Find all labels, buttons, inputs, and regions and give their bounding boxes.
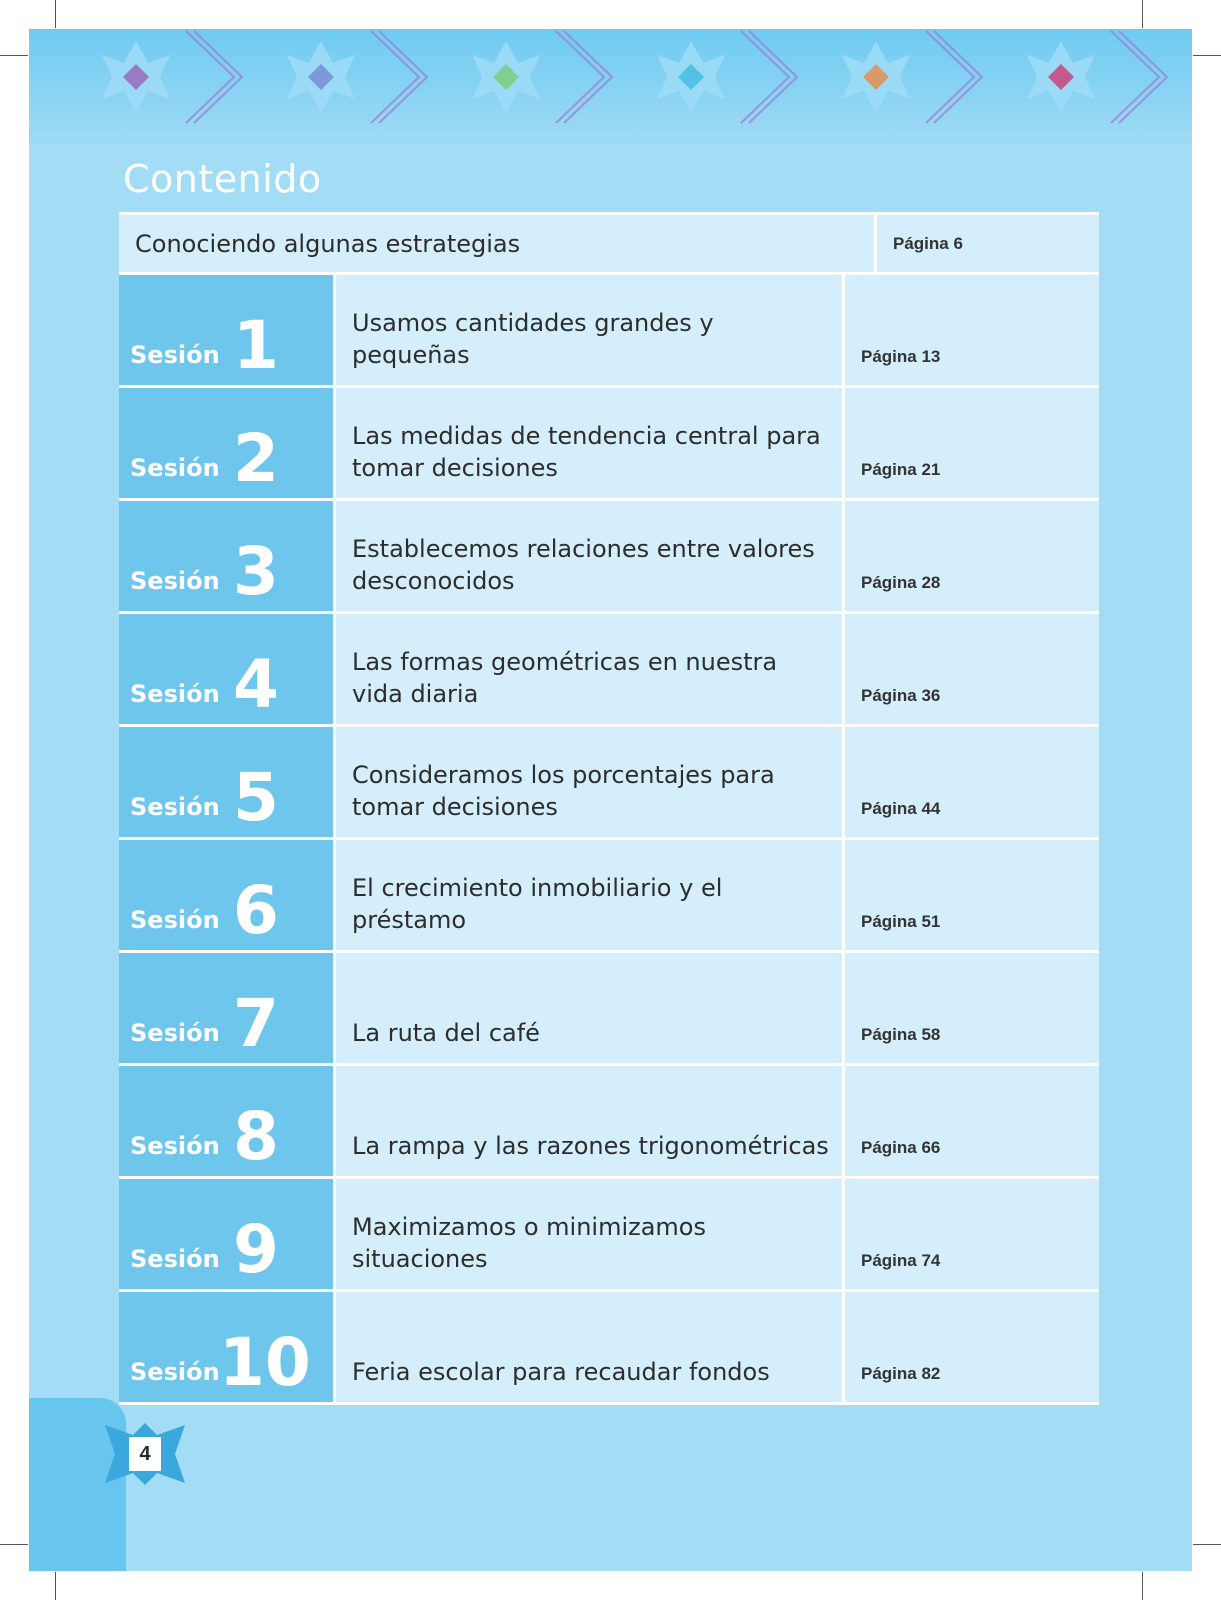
session-title: Usamos cantidades grandes y pequeñas: [336, 275, 845, 385]
session-badge: [119, 1066, 336, 1176]
session-page-ref: Página 74: [845, 1179, 1099, 1289]
session-label: Sesión: [130, 680, 220, 708]
session-page-ref: Página 66: [845, 1066, 1099, 1176]
session-row[interactable]: [119, 501, 1099, 614]
session-page-ref: Página 82: [845, 1292, 1099, 1402]
session-number: 2: [233, 420, 279, 497]
session-title: Feria escolar para recaudar fondos: [336, 1292, 845, 1402]
session-page-ref: Página 44: [845, 727, 1099, 837]
session-badge: [119, 840, 336, 950]
session-label: Sesión: [130, 1358, 220, 1386]
session-badge: [119, 727, 336, 837]
session-label: Sesión: [130, 341, 220, 369]
session-label: Sesión: [130, 906, 220, 934]
session-number: 4: [233, 646, 279, 723]
session-title: El crecimiento inmobiliario y el préstamo: [336, 840, 845, 950]
session-title: Las formas geométricas en nuestra vida diaria: [336, 614, 845, 724]
session-page-ref: Página 58: [845, 953, 1099, 1063]
decorative-banner: [29, 29, 1192, 149]
session-label: Sesión: [130, 1132, 220, 1160]
contents-page: [29, 29, 1192, 1571]
session-number: 9: [233, 1211, 279, 1288]
session-page-ref: Página 28: [845, 501, 1099, 611]
session-label: Sesión: [130, 793, 220, 821]
session-page-ref: Página 13: [845, 275, 1099, 385]
session-badge: [119, 1179, 336, 1289]
session-row[interactable]: [119, 1179, 1099, 1292]
session-row[interactable]: [119, 1292, 1099, 1405]
session-number: 7: [233, 985, 279, 1062]
session-title: Establecemos relaciones entre valores desconocidos: [336, 501, 845, 611]
session-title: Las medidas de tendencia central para tomar decisiones: [336, 388, 845, 498]
session-page-ref: Página 21: [845, 388, 1099, 498]
session-label: Sesión: [130, 567, 220, 595]
table-of-contents: [119, 212, 1099, 1405]
page-number: 4: [139, 1443, 151, 1465]
session-row[interactable]: [119, 727, 1099, 840]
session-row[interactable]: [119, 388, 1099, 501]
session-number: 3: [233, 533, 279, 610]
intro-title: Conociendo algunas estrategias: [119, 215, 877, 272]
session-row[interactable]: [119, 275, 1099, 388]
session-number: 5: [233, 759, 279, 836]
session-page-ref: Página 51: [845, 840, 1099, 950]
intro-row[interactable]: [119, 212, 1099, 275]
session-row[interactable]: [119, 840, 1099, 953]
session-row[interactable]: [119, 614, 1099, 727]
session-title: La ruta del café: [336, 953, 845, 1063]
session-badge: [119, 388, 336, 498]
session-list: [119, 275, 1099, 1405]
session-label: Sesión: [130, 1245, 220, 1273]
session-number: 8: [233, 1098, 279, 1175]
session-title: La rampa y las razones trigonométricas: [336, 1066, 845, 1176]
session-badge: [119, 1292, 336, 1402]
session-number: 10: [219, 1324, 311, 1401]
session-row[interactable]: [119, 953, 1099, 1066]
session-page-ref: Página 36: [845, 614, 1099, 724]
page-title: Contenido: [123, 157, 322, 201]
session-label: Sesión: [130, 1019, 220, 1047]
session-number: 6: [233, 872, 279, 949]
session-row[interactable]: [119, 1066, 1099, 1179]
session-badge: [119, 275, 336, 385]
session-label: Sesión: [130, 454, 220, 482]
intro-page-ref: Página 6: [877, 215, 1099, 272]
session-badge: [119, 614, 336, 724]
session-title: Consideramos los porcentajes para tomar decisiones: [336, 727, 845, 837]
session-badge: [119, 953, 336, 1063]
session-number: 1: [233, 307, 279, 384]
session-badge: [119, 501, 336, 611]
session-title: Maximizamos o minimizamos situaciones: [336, 1179, 845, 1289]
